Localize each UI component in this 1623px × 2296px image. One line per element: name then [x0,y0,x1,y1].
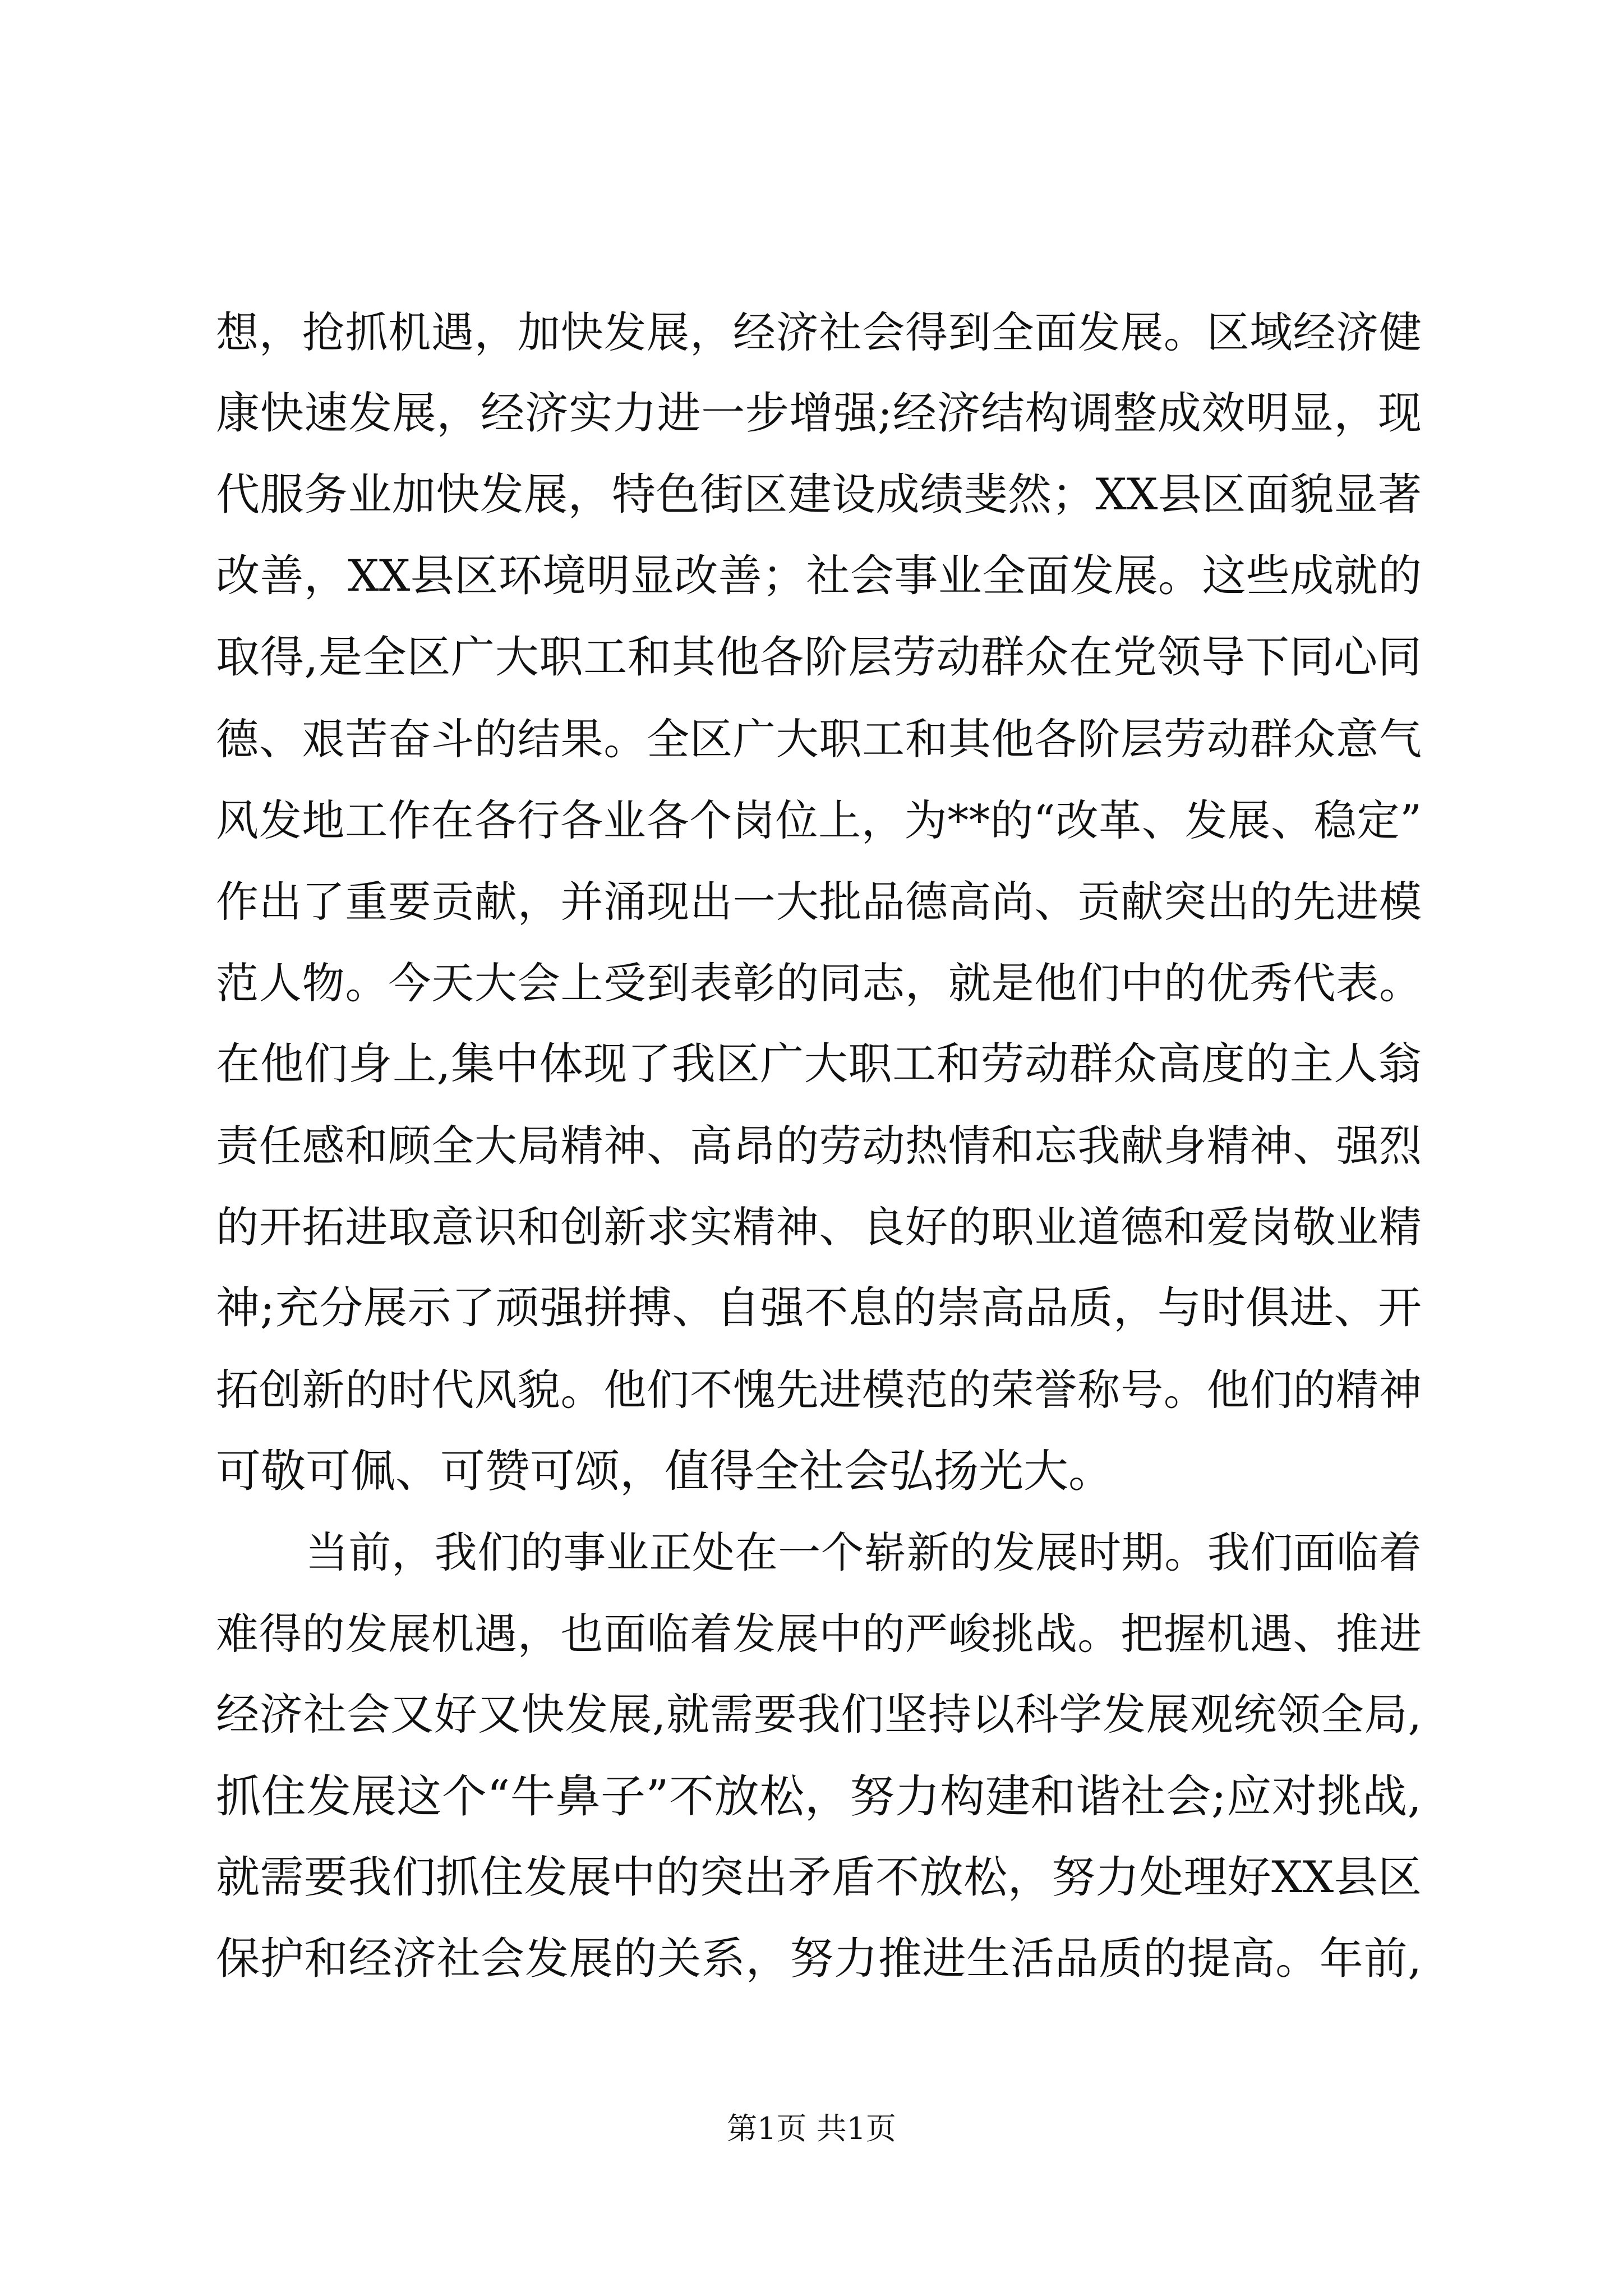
text-line: 风发地工作在各行各业各个岗位上，为**的“改革、发展、稳定” [216,795,1422,845]
text-line: 经济社会又好又快发展,就需要我们坚持以科学发展观统领全局, [216,1690,1422,1740]
text-line: 想，抢抓机遇，加快发展，经济社会得到全面发展。区域经济健 [216,307,1422,357]
text-line: 可敬可佩、可赞可颂，值得全社会弘扬光大。 [216,1445,1113,1497]
text-line: 拓创新的时代风貌。他们不愧先进模范的荣誉称号。他们的精神 [216,1365,1422,1415]
text-line: 就需要我们抓住发展中的突出矛盾不放松，努力处理好XX县区 [216,1852,1422,1903]
text-line: 改善，XX县区环境明显改善；社会事业全面发展。这些成就的 [216,551,1422,601]
text-line: 神;充分展示了顽强拼搏、自强不息的崇高品质，与时俱进、开 [216,1283,1422,1333]
text-line: 责任感和顾全大局精神、高昂的劳动热情和忘我献身精神、强烈 [216,1121,1422,1171]
text-line: 取得,是全区广大职工和其他各阶层劳动群众在党领导下同心同 [216,632,1422,683]
body-text [216,292,1422,2000]
text-line: 代服务业加快发展，特色街区建设成绩斐然；XX县区面貌显著 [216,470,1422,520]
text-line: 作出了重要贡献，并涌现出一大批品德高尚、贡献突出的先进模 [216,877,1422,927]
text-line: 德、艰苦奋斗的结果。全区广大职工和其他各阶层劳动群众意气 [216,714,1422,764]
text-line: 康快速发展，经济实力进一步增强;经济结构调整成效明显，现 [216,388,1422,439]
text-line: 难得的发展机遇，也面临着发展中的严峻挑战。把握机遇、推进 [216,1609,1422,1659]
text-line: 抓住发展这个“牛鼻子”不放松，努力构建和谐社会;应对挑战, [216,1770,1422,1823]
text-line: 保护和经济社会发展的关系，努力推进生活品质的提高。年前, [216,1934,1422,1984]
page-number-label: 第1页 共1页 [727,2111,896,2146]
text-line: 范人物。今天大会上受到表彰的同志，就是他们中的优秀代表。 [216,958,1422,1008]
page-footer [0,2106,1623,2151]
text-line: 的开拓进取意识和创新求实精神、良好的职业道德和爱岗敬业精 [216,1202,1422,1252]
text-line: 当前，我们的事业正处在一个崭新的发展时期。我们面临着 [306,1527,1422,1577]
text-line: 在他们身上,集中体现了我区广大职工和劳动群众高度的主人翁 [216,1039,1422,1089]
